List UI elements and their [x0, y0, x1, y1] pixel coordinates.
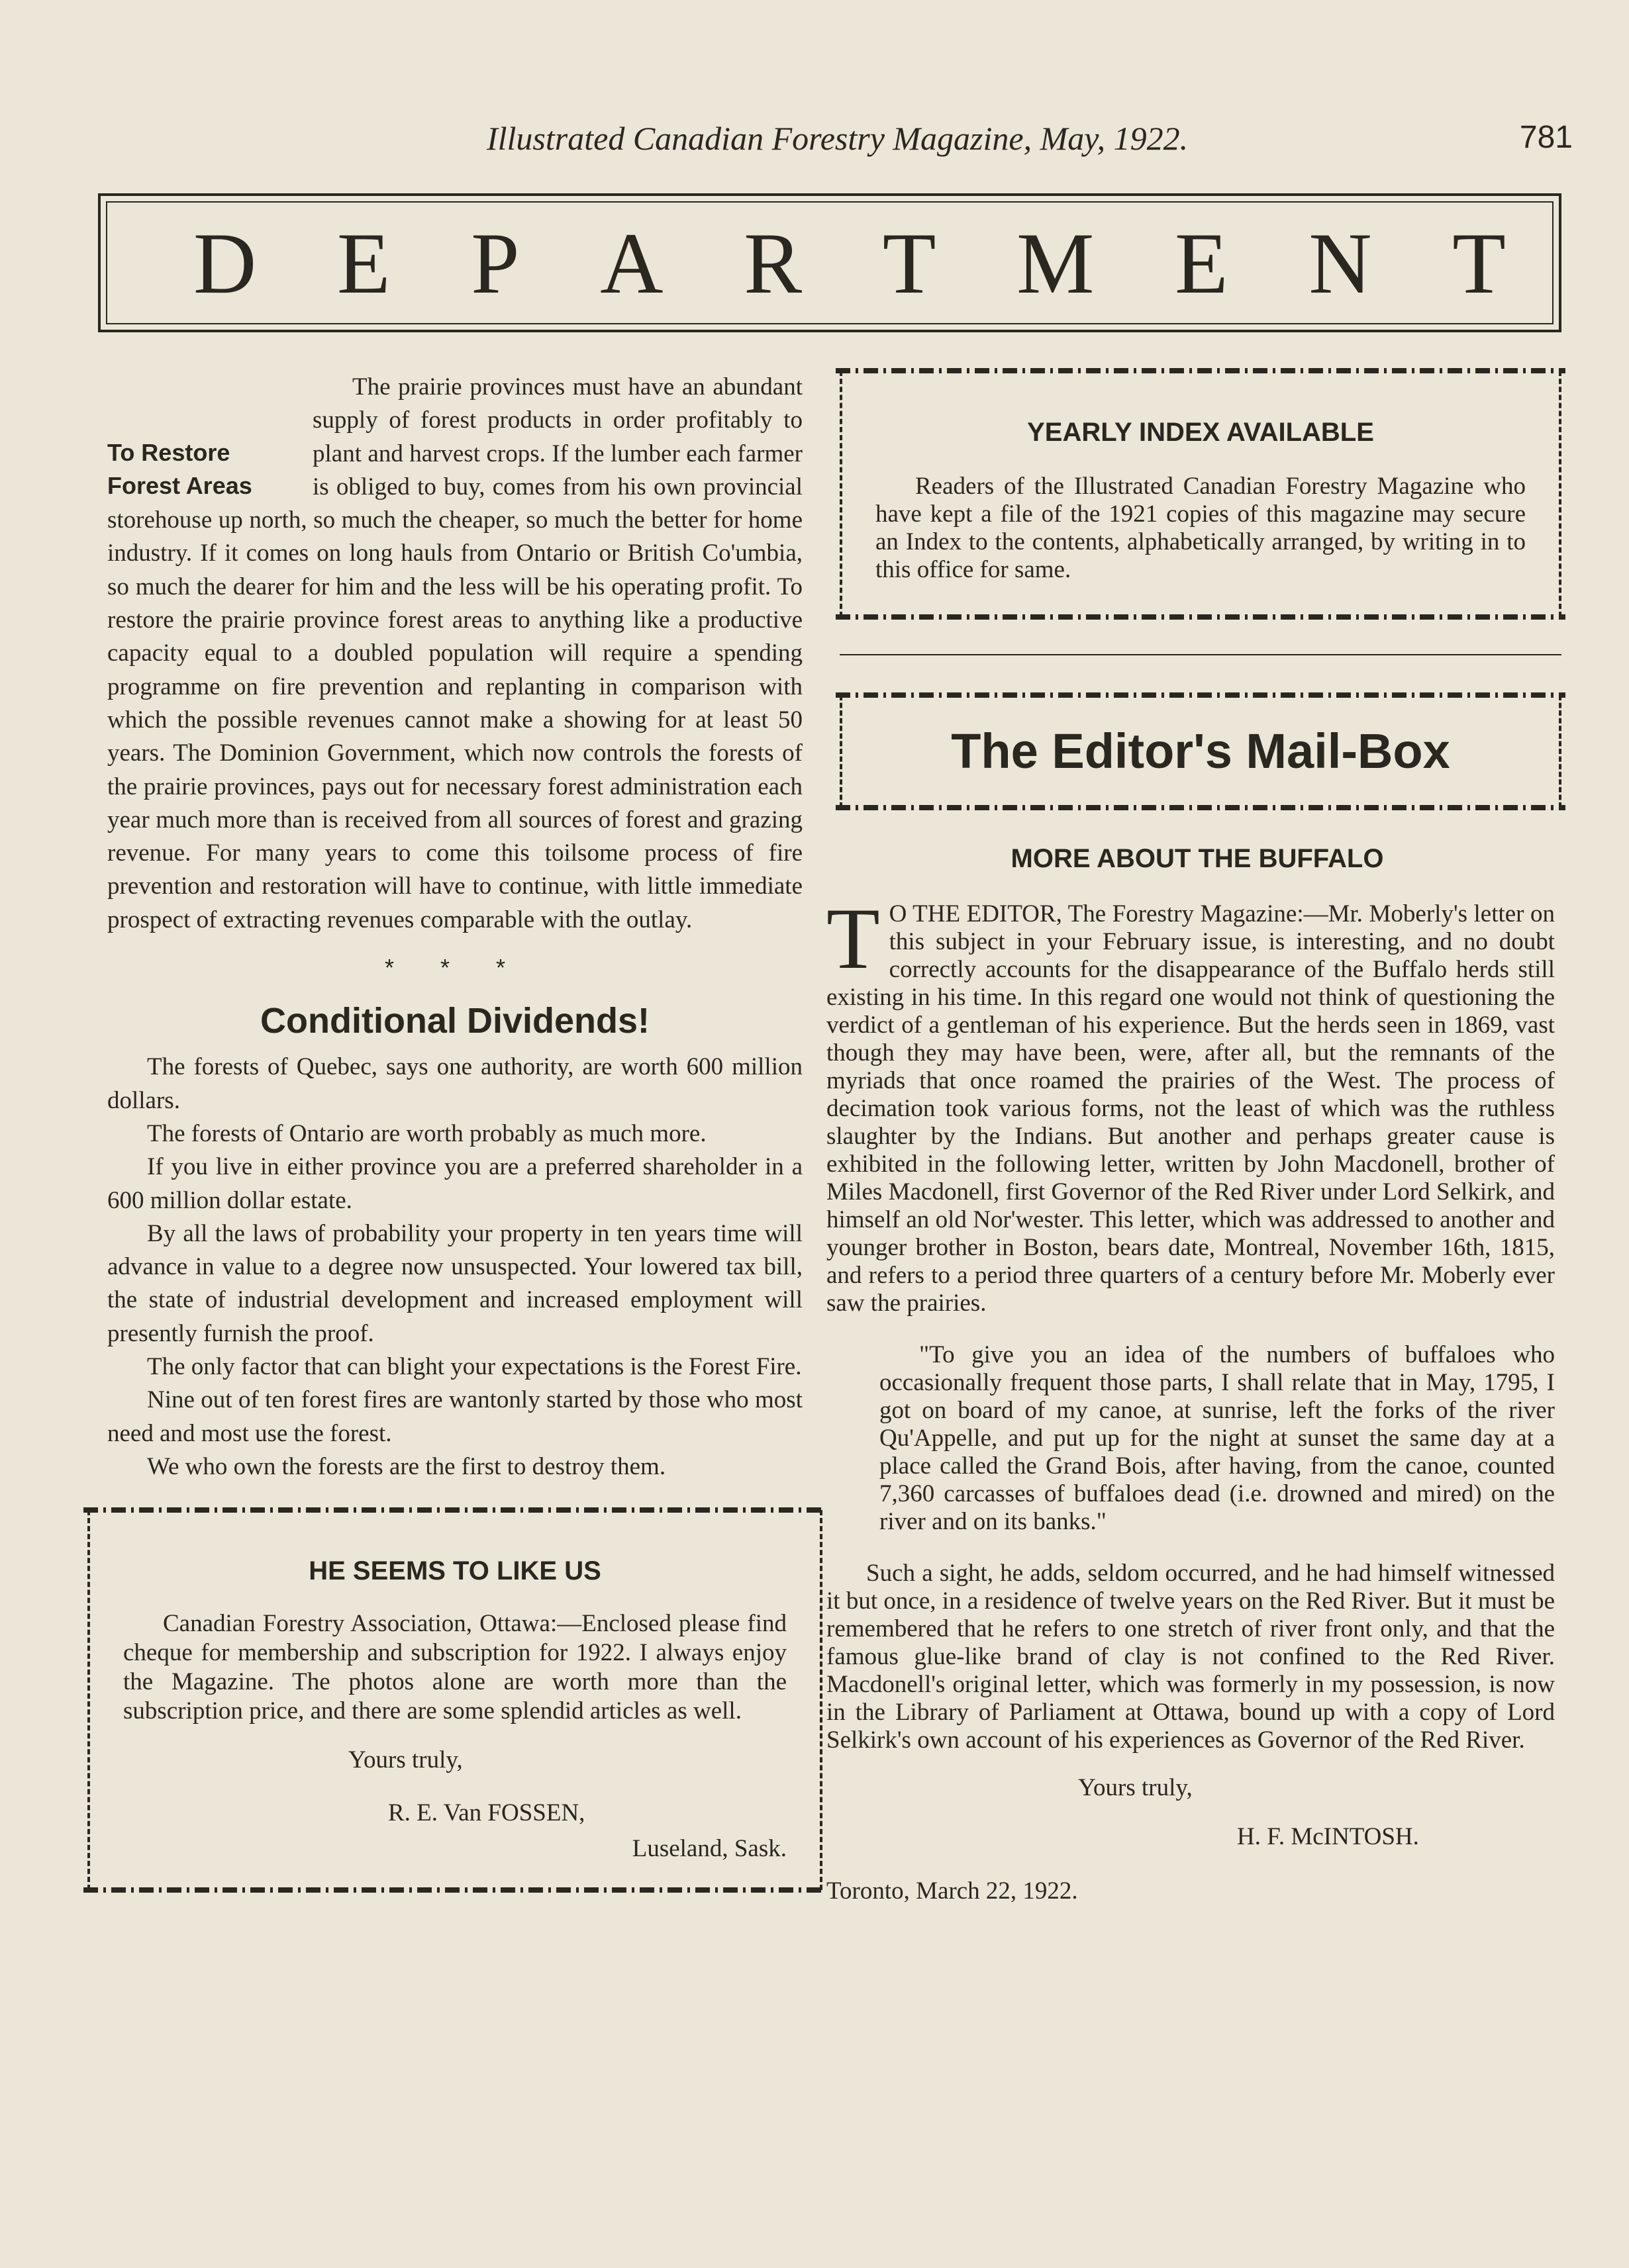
dividends-paragraph: The forests of Quebec, says one authority, are worth 600 million dollars. — [107, 1053, 803, 1114]
likes-us-closing: Yours truly, — [348, 1746, 463, 1774]
department-banner — [98, 193, 1561, 332]
dividends-paragraph: Nine out of ten forest fires are wantonly started by those who most need and most use the forest. — [107, 1386, 803, 1447]
chain-border — [83, 1507, 826, 1513]
chain-border — [836, 805, 1565, 810]
banner-letter: D — [193, 214, 257, 312]
banner-letter: R — [744, 214, 803, 312]
banner-letter: E — [336, 214, 391, 312]
forest-article — [107, 371, 803, 937]
buffalo-heading: MORE ABOUT THE BUFFALO — [1011, 844, 1384, 873]
index-heading: YEARLY INDEX AVAILABLE — [1027, 418, 1374, 447]
banner-letter: M — [1016, 214, 1095, 312]
likes-us-body: Canadian Forestry Association, Ottawa:—Enclosed please find cheque for membership and subscription for 1922. I always enjoy the Magazine. The photos alone are worth more than the subscription price, and there are some splendid articles as well. — [123, 1610, 787, 1725]
buffalo-para-3: Such a sight, he adds, seldom occurred, and he had himself witnessed it but once, in a residence of twelve years on the Red River. But it must be remembered that he refers to one stretch of river front only, and that the famous glue-like brand of clay is not confined to the Red River. Macdonell's original letter, which was formerly in my possession, is now in the Library of Parliament at Ottawa, bound up with a copy of Lord Selkirk's own account of his experiences as Governor of the Red River. — [826, 1560, 1555, 1754]
dividends-heading: Conditional Dividends! — [260, 1001, 650, 1041]
likes-us-signer: R. E. Van FOSSEN, — [388, 1799, 585, 1827]
running-head — [0, 119, 1629, 172]
chain-border — [836, 614, 1565, 620]
mailbox-banner: The Editor's Mail-Box — [951, 724, 1450, 779]
dividends-paragraph: By all the laws of probability your property in ten years time will advance in value to a degree now unsuspected. Your lowered tax bill, the state of industrial development and increased employment will presently furnish the proof. — [107, 1219, 803, 1347]
dividends-article — [107, 998, 803, 1484]
dividends-paragraph: If you live in either province you are a preferred shareholder in a 600 million dollar estate. — [107, 1153, 803, 1214]
mailbox-signer: H. F. McINTOSH. — [1237, 1823, 1419, 1850]
likes-us-box — [87, 1510, 822, 1890]
likes-us-heading: HE SEEMS TO LIKE US — [309, 1556, 601, 1586]
dividends-paragraph: We who own the forests are the first to destroy them. — [147, 1452, 666, 1480]
buffalo-para-1: T O THE EDITOR, The Forestry Magazine:—Mr. Moberly's letter on this subject in your February issue, is interesting, and no doubt correctly accounts for the disappearance of the Buffalo herds still existing in his time. In this regard one would not think of questioning the verdict of a gentleman of his experience. But the herds seen in 1869, vast though they may have been, were, after all, but the remnants of the myriads that once roamed the prairies of the West. The process of decimation took various forms, not the least of which was the ruthless slaughter by the Indians. But another and perhaps greater cause is exhibited in the following letter, written by John Macdonell, brother of Miles Macdonell, first Governor of the Red River under Lord Selkirk, and himself an old Nor'wester. This letter, which was addressed to another and younger brother in Boston, bears date, Montreal, November 16th, 1815, and refers to a period three quarters of a century before Mr. Moberly ever saw the prairies. — [826, 890, 1555, 1317]
mailbox-closing: Yours truly, — [1078, 1774, 1193, 1801]
dividends-paragraph: The forests of Ontario are worth probably as much more. — [147, 1119, 707, 1147]
chain-border — [83, 1887, 826, 1893]
buffalo-quote: "To give you an idea of the numbers of buffaloes who occasionally frequent those parts, I shall relate that in May, 1795, I got on board of my canoe, at sunrise, left the forks of the river Qu'Appelle, and put up for the night at sunset the same day at a place called the Grand Bois, after having, from the canoe, counted 7,360 carcasses of buffaloes dead (i.e. drowned and mired) on the river and on its banks." — [879, 1341, 1555, 1535]
drop-cap: T — [826, 890, 880, 987]
chain-border — [836, 368, 1565, 373]
side-heading: To Restore Forest Areas — [107, 439, 252, 499]
divider-rule — [840, 654, 1561, 655]
index-notice-box — [840, 371, 1561, 617]
banner-letter: T — [1452, 214, 1506, 312]
banner-letter: T — [882, 214, 936, 312]
magazine-title: Illustrated Canadian Forestry Magazine, May, 1922. — [487, 120, 1189, 157]
banner-letter: E — [1175, 214, 1228, 312]
banner-letter: A — [600, 214, 664, 312]
mailbox-banner-box — [840, 695, 1561, 808]
mailbox-dateline: Toronto, March 22, 1922. — [826, 1877, 1078, 1905]
section-separator: * * * — [384, 954, 526, 982]
banner-letter: P — [471, 214, 520, 312]
page-number: 781 — [1519, 120, 1573, 155]
likes-us-place: Luseland, Sask. — [632, 1835, 787, 1863]
dividends-paragraph: The only factor that can blight your expectations is the Forest Fire. — [147, 1353, 802, 1381]
left-column — [107, 371, 803, 1890]
article-text: The prairie provinces must have an abundant supply of forest products in order profitably to plant and harvest crops. If the lumber each farmer is obliged to buy, comes from his own provincial storehouse up north, so much the cheaper, so much the better for home industry. If it comes on long hauls from Ontario or British Co'umbia, so much the dearer for him and the less will be his operating profit. To restore the prairie province forest areas to anything like a productive capacity equal to a doubled population will require a spending programme on fire prevention and replanting in comparison with which the possible revenues cannot make a showing for at least 50 years. The Dominion Government, which now controls the forests of the prairie provinces, pays out for necessary forest administration each year much more than is received from all sources of forest and grazing revenue. For many years to come this toilsome process of fire prevention and restoration will have to continue, with little immediate prospect of extracting revenues comparable with the outlay. — [107, 373, 803, 933]
banner-letter: N — [1308, 214, 1372, 312]
index-body: Readers of the Illustrated Canadian Forestry Magazine who have kept a file of the 1921 copies of this magazine may secure an Index to the contents, alphabetically arranged, by writing in to this office for same. — [875, 473, 1526, 583]
chain-border — [836, 692, 1565, 698]
right-column — [826, 371, 1555, 1905]
